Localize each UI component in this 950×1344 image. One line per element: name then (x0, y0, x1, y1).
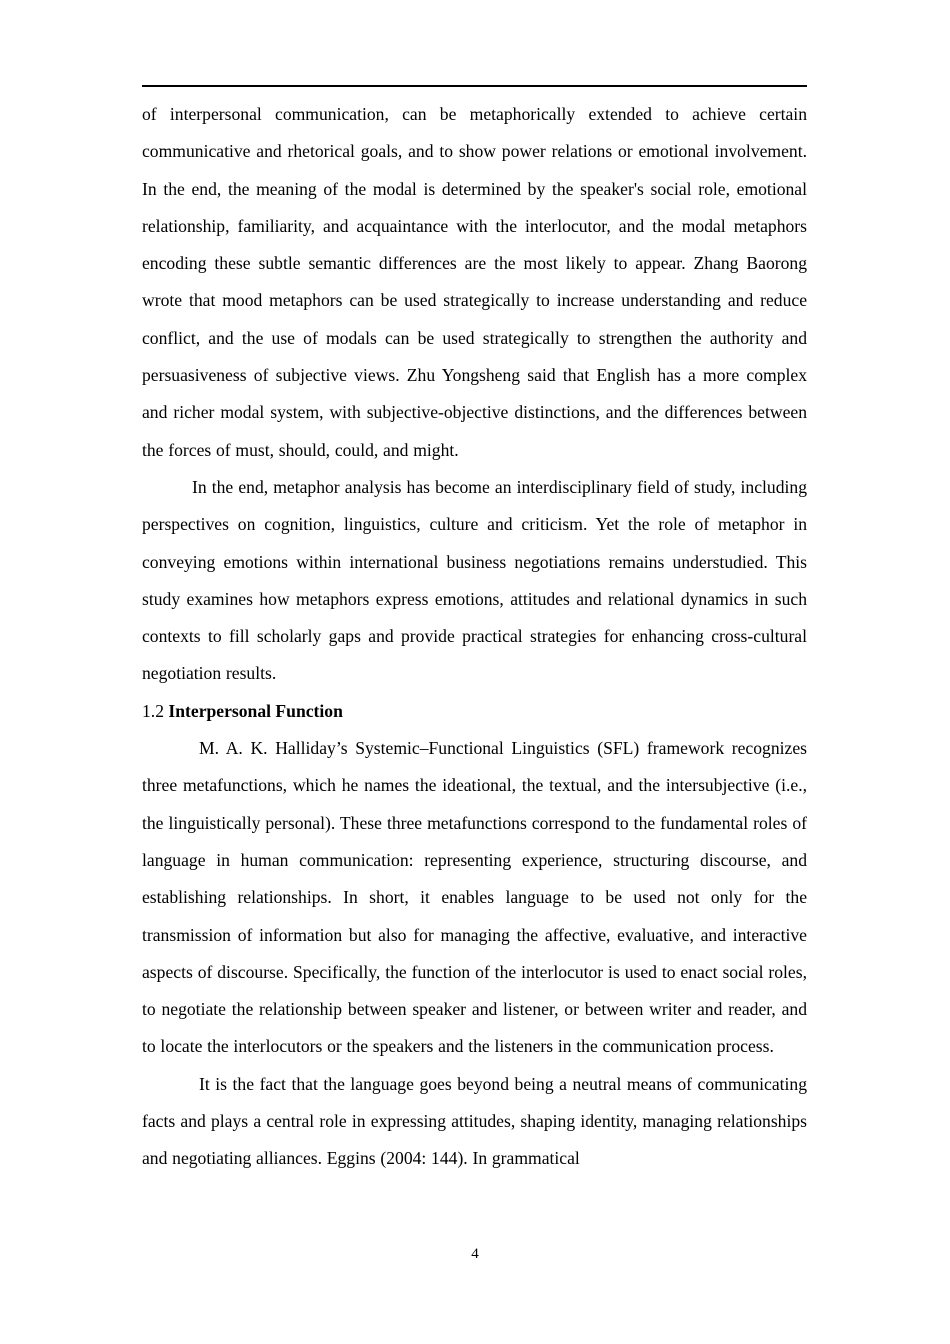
paragraph-language-neutral-means: It is the fact that the language goes beyond being a neutral means of communicating facts and plays a central role in expressing attitudes, shaping identity, managing relationships and negotiating alliances. Eggins (2004: 144). In grammatical (142, 1073, 807, 1169)
section-heading-1-2 (142, 693, 807, 730)
page-number: 4 (471, 1246, 479, 1262)
paragraph-halliday-sfl: M. A. K. Halliday’s Systemic–Functional Linguistics (SFL) framework recognizes three metafunctions, which he names the ideational, the textual, and the intersubjective (i.e., the linguistically personal). These three metafunctions correspond to the fundamental roles of language in human communication: representing experience, structuring discourse, and establishing relationships. In short, it enables language to be used not only for the transmission of information but also for managing the affective, evaluative, and interactive aspects of discourse. Specifically, the function of the interlocutor is used to enact social roles, to negotiate the relationship between speaker and listener, or between writer and reader, and to locate the interlocutors or the speakers and the listeners in the communication process. (142, 738, 807, 1057)
paragraph-continuation: of interpersonal communication, can be metaphorically extended to achieve certain communicative and rhetorical goals, and to show power relations or emotional involvement. In the end, the meaning of the modal is determined by the speaker's social role, emotional relationship, familiarity, and acquaintance with the interlocutor, and the modal metaphors encoding these subtle semantic differences are the most likely to appear. Zhang Baorong wrote that mood metaphors can be used strategically to increase understanding and reduce conflict, and the use of modals can be used strategically to strengthen the authority and persuasiveness of subjective views. Zhu Yongsheng said that English has a more complex and richer modal system, with subjective-objective distinctions, and the differences between the forces of must, should, could, and might. (142, 104, 807, 460)
header-rule-divider (142, 85, 807, 87)
paragraph-metaphor-analysis: In the end, metaphor analysis has become an interdisciplinary field of study, including perspectives on cognition, linguistics, culture and criticism. Yet the role of metaphor in conveying emotions within international business negotiations remains understudied. This study examines how metaphors express emotions, attitudes and relational dynamics in such contexts to fill scholarly gaps and provide practical strategies for enhancing cross-cultural negotiation results. (142, 476, 807, 684)
section-title: Interpersonal Function (168, 700, 343, 721)
page-body-content (142, 96, 807, 1178)
section-number: 1.2 (142, 700, 164, 721)
